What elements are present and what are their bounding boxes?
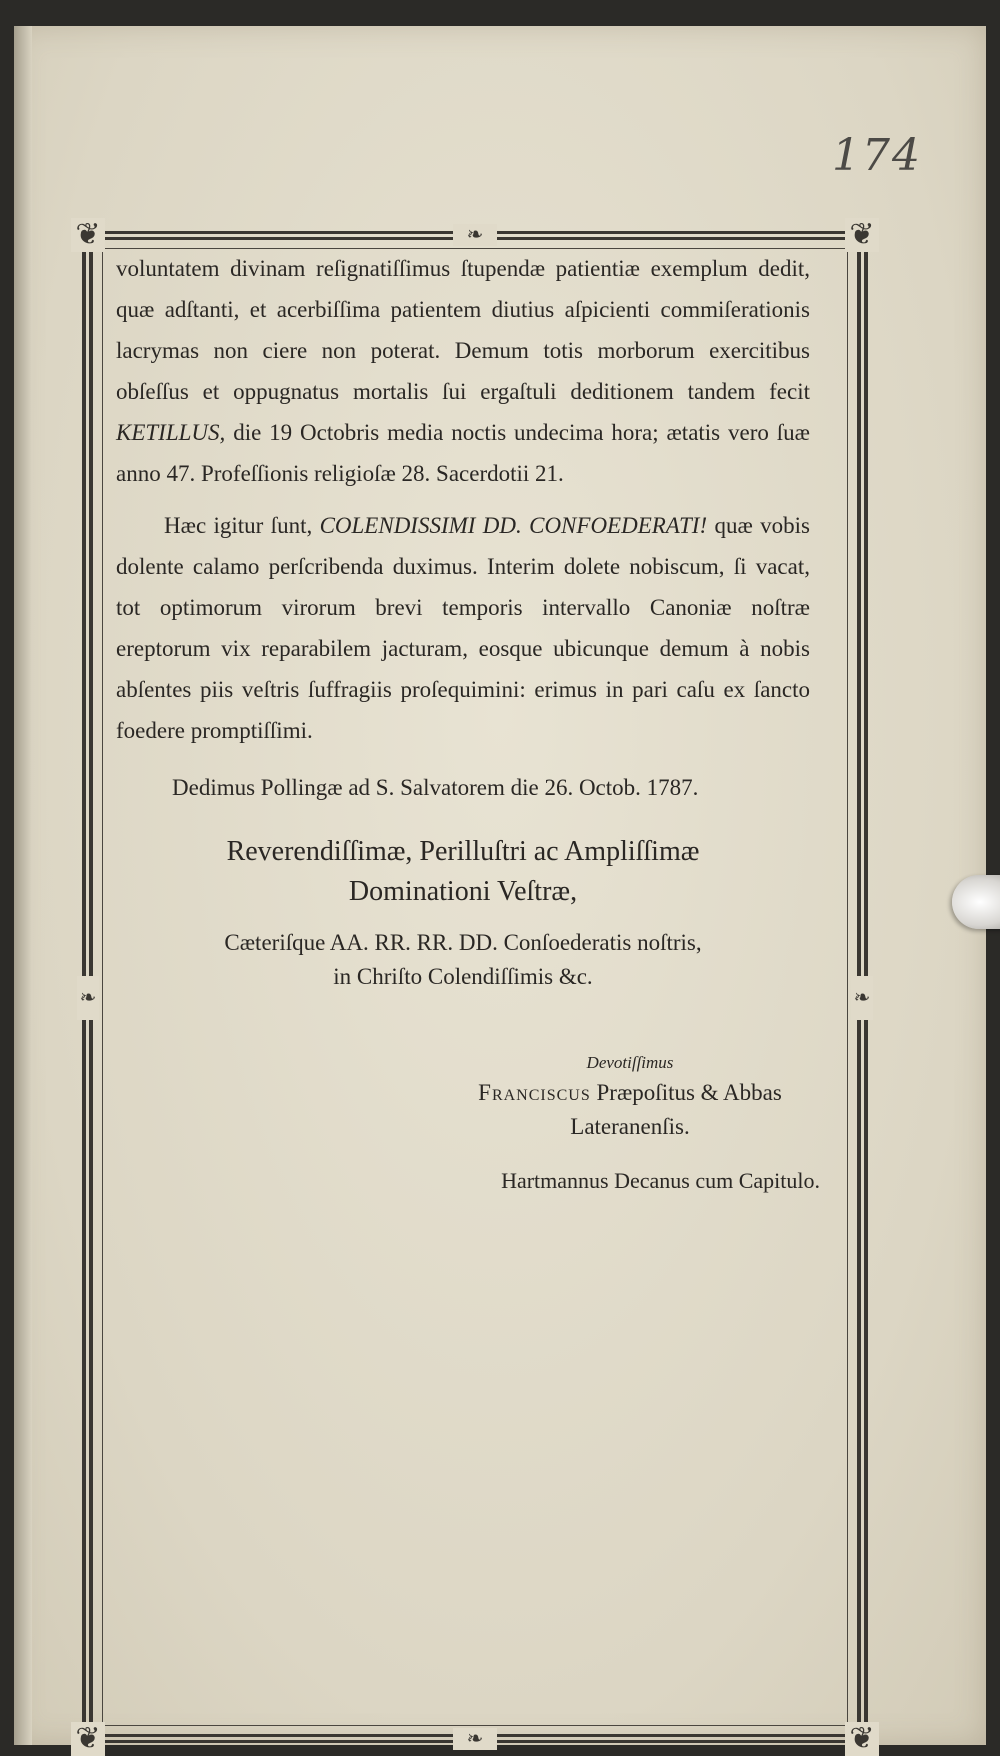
corner-ornament-icon: ❦ — [71, 1722, 105, 1756]
signature-name-line — [440, 1076, 820, 1110]
signature-name: Franciscus — [478, 1080, 591, 1105]
salutation-line-1: Reverendiſſimæ, Perilluſtri ac Ampliſſimæ — [226, 836, 700, 867]
addressee-line-1: Cæteriſque AA. RR. RR. DD. Conſoederatis noſtris, — [224, 930, 702, 955]
border-ornament-icon: ❧ — [453, 1728, 497, 1750]
corner-ornament-icon: ❦ — [71, 218, 105, 252]
paragraph-2-tail: quæ vobis dolente calamo perſcribenda duximus. Interim dolete nobiscum, ſi vacat, tot optimorum virorum brevi temporis intervallo Canoniæ noſtræ ereptorum vix reparabilem jacturam, eosque ubicunque demum à nobis abſentes piis veſtris ſuffragiis proſequimini: erimus in pari caſu ex ſancto foedere promptiſſimi. — [116, 513, 810, 743]
name-ketillus: KETILLUS, — [116, 420, 226, 445]
signature-devotissimus: Devotiſſimus — [586, 1053, 674, 1072]
paragraph-1-tail: die 19 Octobris media noctis undecima hora; ætatis vero ſuæ anno 47. Profeſſionis religioſæ 28. Sacerdotii 21. — [116, 420, 810, 486]
corner-ornament-icon: ❦ — [845, 1722, 879, 1756]
address-confoederati: COLENDISSIMI DD. CONFOEDERATI! — [319, 513, 708, 538]
border-ornament-icon: ❧ — [77, 976, 99, 1020]
body-paragraph-2 — [116, 505, 810, 751]
folio-number: 174 — [832, 130, 922, 181]
signature-block — [440, 1050, 820, 1144]
corner-ornament-icon: ❦ — [845, 218, 879, 252]
addressee — [116, 926, 810, 994]
paragraph-1-text: voluntatem divinam reſignatiſſimus ſtupendæ patientiæ exemplum dedit, quæ adſtanti, et acerbiſſima patientem diutius aſpicienti commiſerationis lacrymas non ciere non poterat. Demum totis morborum exercitibus obſeſſus et oppugnatus mortalis ſui ergaſtuli deditionem tandem fecit — [116, 256, 810, 404]
signature-chapter: Hartmannus Decanus cum Capitulo. — [501, 1168, 820, 1193]
date-line: Dedimus Pollingæ ad S. Salvatorem die 26. Octob. 1787. — [172, 775, 699, 800]
signature-place: Lateranenſis. — [570, 1114, 690, 1139]
paragraph-2-start: Hæc igitur ſunt, — [164, 513, 313, 538]
signature-title: Præpoſitus & Abbas — [596, 1080, 782, 1105]
border-ornament-icon: ❧ — [453, 224, 497, 246]
salutation — [116, 832, 810, 912]
paper-knife-icon — [952, 875, 1000, 929]
border-ornament-icon: ❧ — [851, 976, 873, 1020]
page-edge — [14, 26, 32, 1745]
addressee-line-2: in Chriſto Colendiſſimis &c. — [333, 964, 593, 989]
body-paragraph-1 — [116, 248, 810, 494]
salutation-line-2: Dominationi Veſtræ, — [348, 876, 578, 907]
